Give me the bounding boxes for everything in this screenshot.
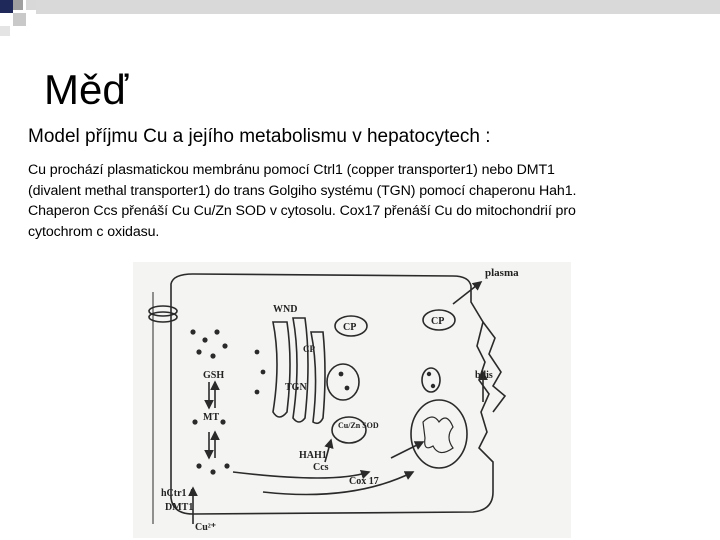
label-wnd: WND — [273, 304, 298, 315]
label-cu: Cu²⁺ — [195, 522, 217, 533]
slide-subtitle: Model příjmu Cu a jejího metabolismu v hepatocytech : — [28, 126, 491, 147]
hepatocyte-diagram — [133, 262, 571, 538]
header-decoration — [0, 0, 720, 40]
label-cp-right: CP — [431, 316, 445, 327]
label-hah1: HAH1 — [299, 450, 327, 461]
label-cp-top: CP — [343, 322, 357, 333]
label-cuzn-sod: Cu/Zn SOD — [338, 421, 379, 430]
label-tgn: TGN — [285, 382, 307, 393]
body-line: cytochrom c oxidasu. — [28, 223, 160, 240]
label-plasma: plasma — [485, 267, 519, 279]
label-dmt1: DMT1 — [165, 502, 194, 513]
label-cox17: Cox 17 — [349, 476, 379, 487]
slide-body — [28, 160, 708, 242]
slide-title: Měď — [44, 66, 129, 113]
body-line: Chaperon Ccs přenáší Cu Cu/Zn SOD v cytosolu. Cox17 přenáší Cu do mitochondrií pro — [28, 203, 576, 219]
label-hctr1: hCtr1 / — [161, 488, 192, 499]
label-gsh: GSH — [203, 370, 225, 381]
label-ccs: Ccs — [313, 462, 329, 473]
body-line: Cu prochází plasmatickou membránu pomocí Ctrl1 (copper transporter1) nebo DMT1 — [28, 162, 555, 178]
label-cp-golgi: CP — [303, 344, 315, 354]
label-bilis: bilis — [475, 370, 493, 381]
body-line: (divalent methal transporter1) do trans Golgiho systému (TGN) pomocí chaperonu Hah1. — [28, 182, 577, 199]
label-mt: MT — [203, 412, 220, 423]
